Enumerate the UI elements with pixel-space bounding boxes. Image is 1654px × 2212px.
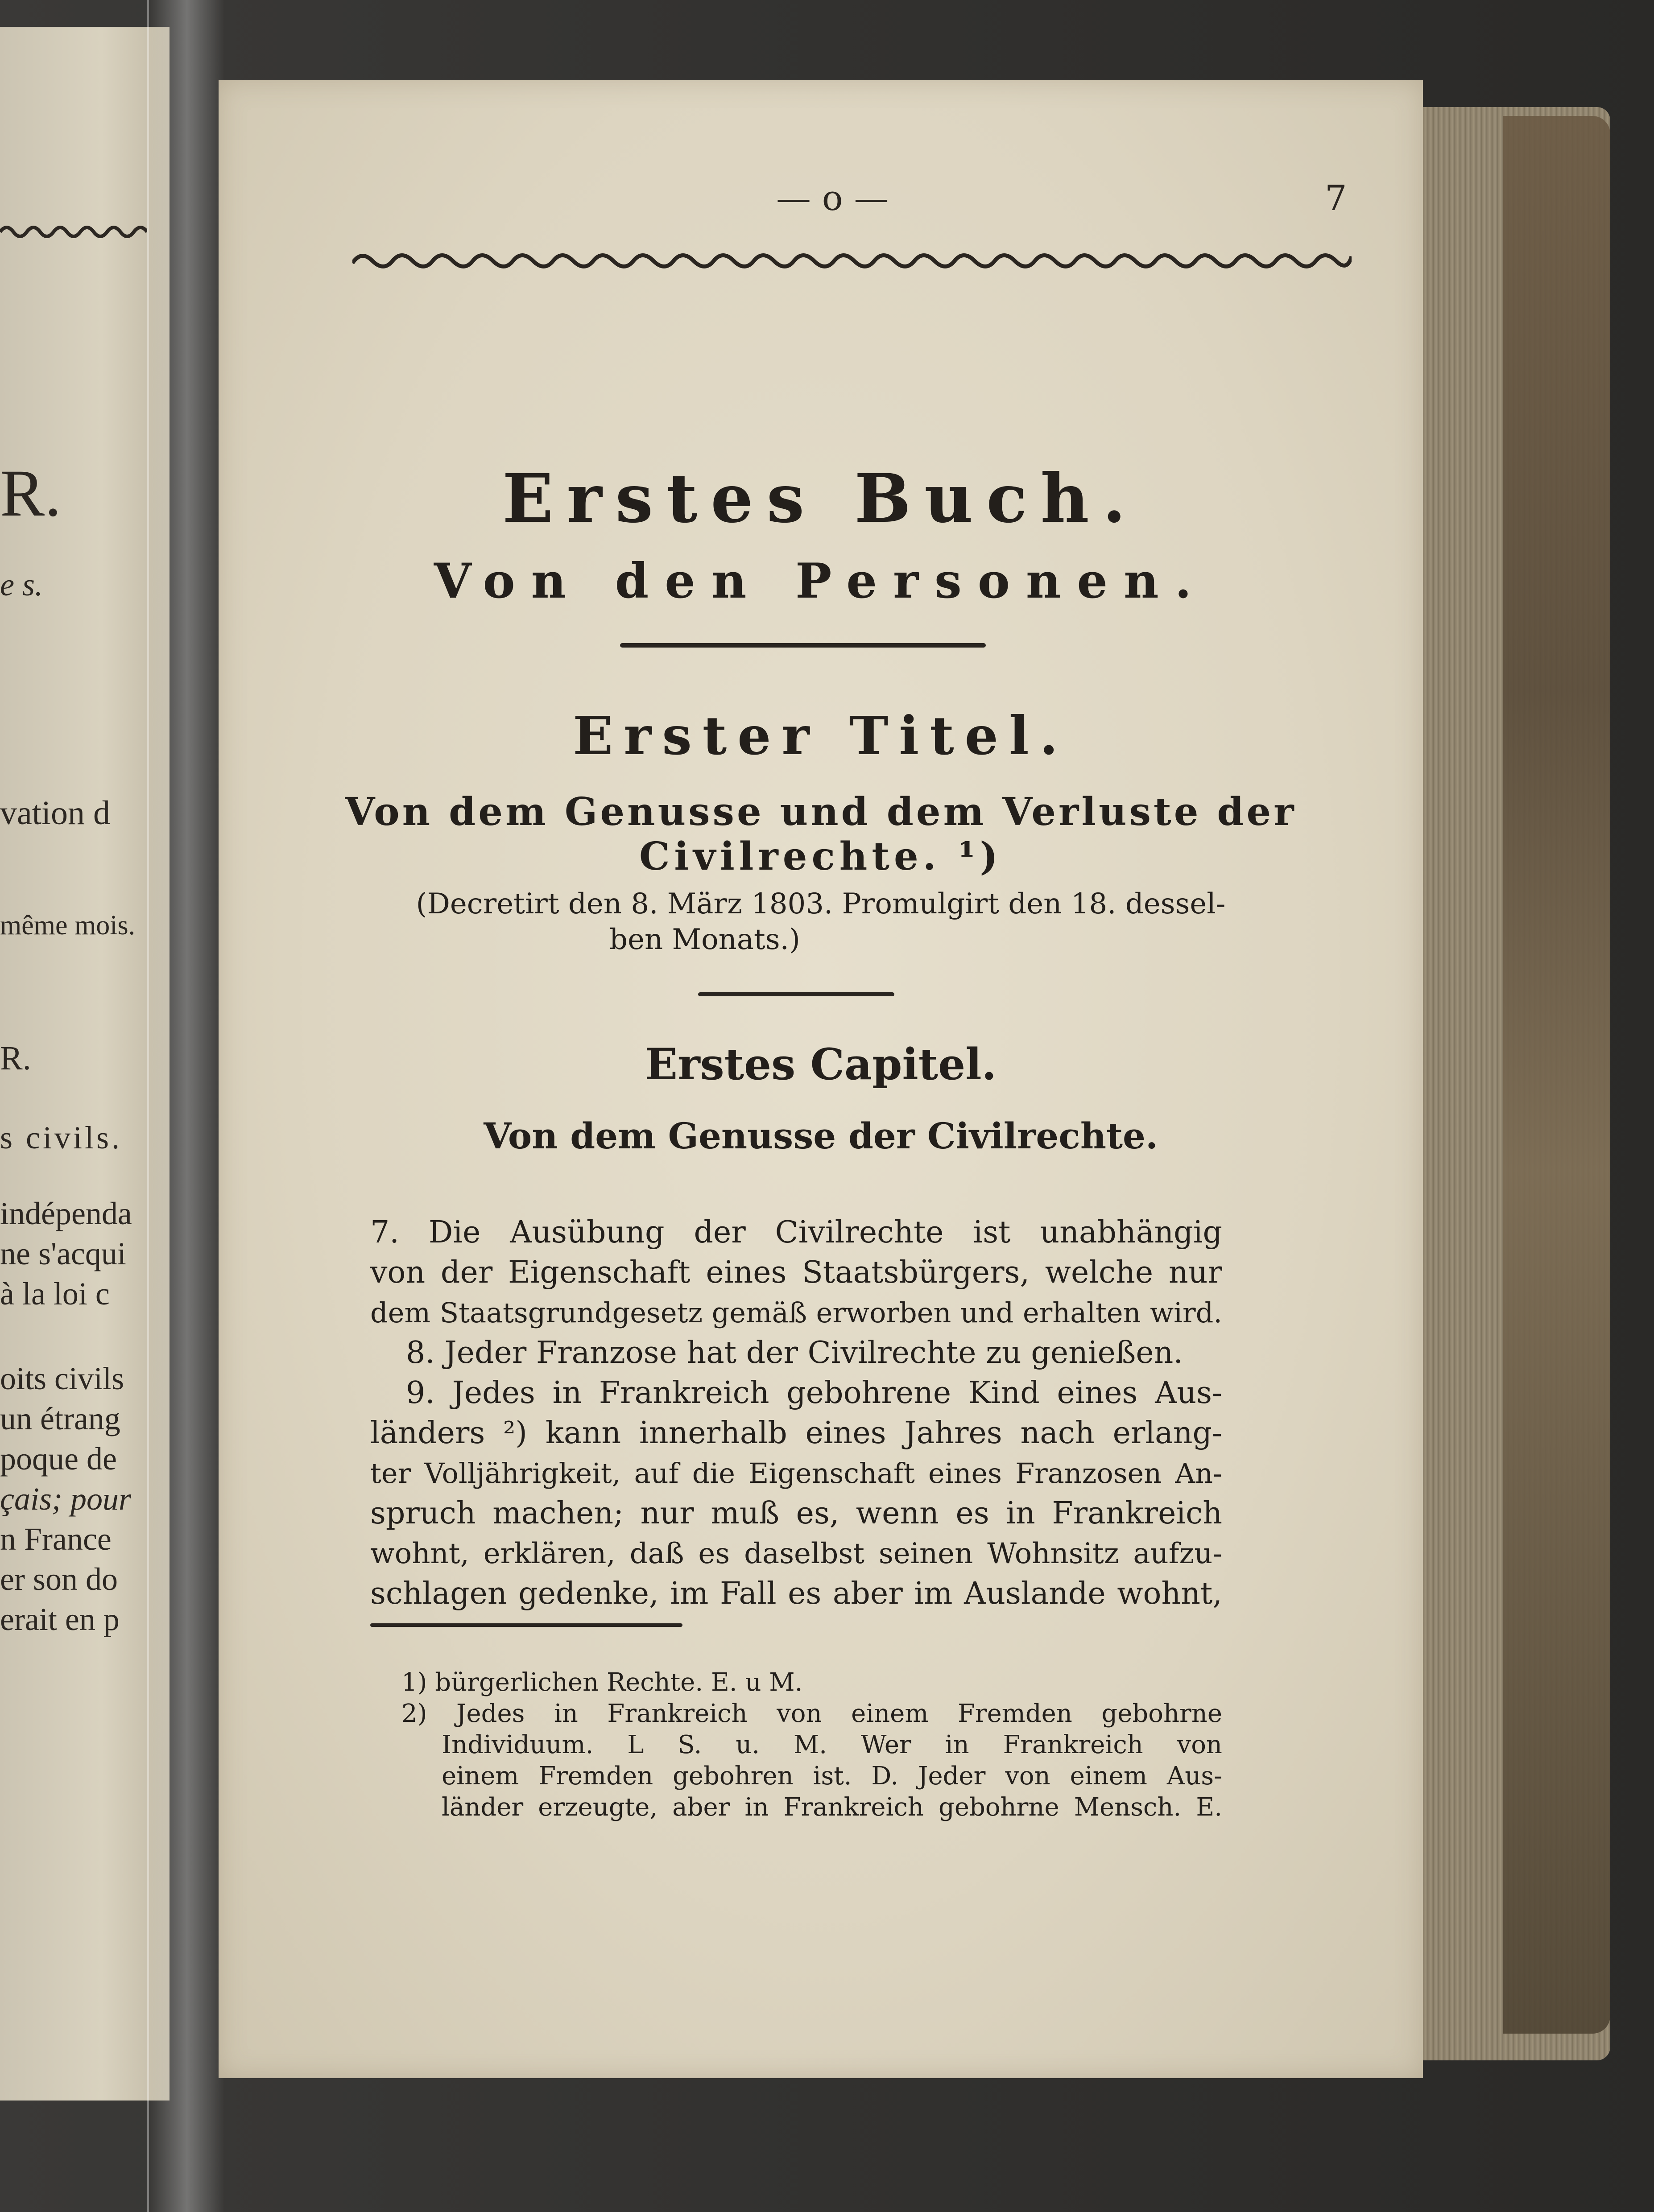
left-fragment: un étrang	[0, 1401, 120, 1436]
left-fragment: R.	[0, 456, 62, 530]
left-page	[0, 27, 170, 2101]
rule	[620, 643, 986, 648]
left-fragment: e s.	[0, 567, 43, 603]
footnote-2-line: 2) Jedes in Frankreich von einem Fremden gebohrne	[401, 1699, 1222, 1728]
left-fragment: erait en p	[0, 1601, 120, 1637]
capitel-subtitle: Von dem Genusse der Civilrechte.	[484, 1115, 1158, 1157]
left-fragment: s civils.	[0, 1120, 123, 1156]
book-subtitle: Von den Personen.	[434, 553, 1208, 609]
left-fragment: ne s'acqui	[0, 1236, 126, 1271]
main-page	[219, 80, 1423, 2078]
article-9-line: schlagen gedenke, im Fall es aber im Auslande wohnt,	[370, 1576, 1222, 1611]
footnote-1: 1) bürgerlichen Rechte. E. u M.	[401, 1668, 803, 1697]
left-fragment: oits civils	[0, 1361, 124, 1396]
left-fragment: n France	[0, 1521, 112, 1557]
article-9-line: spruch machen; nur muß es, wenn es in Frankreich	[370, 1496, 1222, 1531]
article-9-line: 9. Jedes in Frankreich gebohrene Kind eines Aus-	[406, 1375, 1222, 1411]
book-title: Erstes Buch.	[502, 459, 1139, 538]
titel-subtitle: Civilrechte. ¹)	[639, 834, 1003, 879]
article-7-line: von der Eigenschaft eines Staatsbürgers, welche nur	[370, 1255, 1222, 1290]
article-9-line: wohnt, erklären, daß es daselbst seinen Wohnsitz aufzu-	[370, 1537, 1222, 1570]
article-7-line: dem Staatsgrundgesetz gemäß erworben und erhalten wird.	[370, 1296, 1222, 1329]
left-fragment: à la loi c	[0, 1276, 110, 1312]
left-ornament	[0, 219, 147, 245]
left-fragment: vation d	[0, 794, 110, 832]
article-9-line: ter Volljährigkeit, auf die Eigenschaft eines Franzosen An-	[370, 1457, 1222, 1490]
article-7-line: 7. Die Ausübung der Civilrechte ist unabhängig	[370, 1215, 1222, 1250]
decree-text: (Decretirt den 8. März 1803. Promulgirt den 18. dessel-	[416, 887, 1226, 920]
titel-subtitle: Von dem Genusse und dem Verluste der	[345, 789, 1297, 834]
glass-plate-edge	[147, 0, 225, 2212]
rule	[698, 992, 894, 996]
capitel-heading: Erstes Capitel.	[645, 1039, 997, 1089]
ornament-divider	[352, 245, 1352, 272]
page-marker: — o —	[776, 178, 889, 219]
page-number: 7	[1325, 178, 1347, 219]
book-cover	[1503, 116, 1610, 2034]
footnote-rule	[370, 1623, 682, 1627]
left-fragment: R.	[0, 1040, 31, 1077]
left-fragment: çais; pour	[0, 1481, 131, 1517]
left-fragment: poque de	[0, 1441, 117, 1477]
left-fragment: même mois.	[0, 910, 136, 941]
footnote-2-line: länder erzeugte, aber in Frankreich gebohrne Mensch. E.	[442, 1793, 1222, 1822]
left-fragment: indépenda	[0, 1196, 132, 1231]
left-fragment: er son do	[0, 1561, 118, 1597]
titel-heading: Erster Titel.	[573, 705, 1069, 767]
article-8-line: 8. Jeder Franzose hat der Civilrechte zu genießen.	[406, 1335, 1183, 1370]
footnote-2-line: Individuum. L S. u. M. Wer in Frankreich von	[442, 1730, 1222, 1759]
footnote-2-line: einem Fremden gebohren ist. D. Jeder von einem Aus-	[442, 1762, 1222, 1791]
decree-text: ben Monats.)	[609, 923, 800, 956]
article-9-line: länders ²) kann innerhalb eines Jahres nach erlang-	[370, 1416, 1222, 1451]
